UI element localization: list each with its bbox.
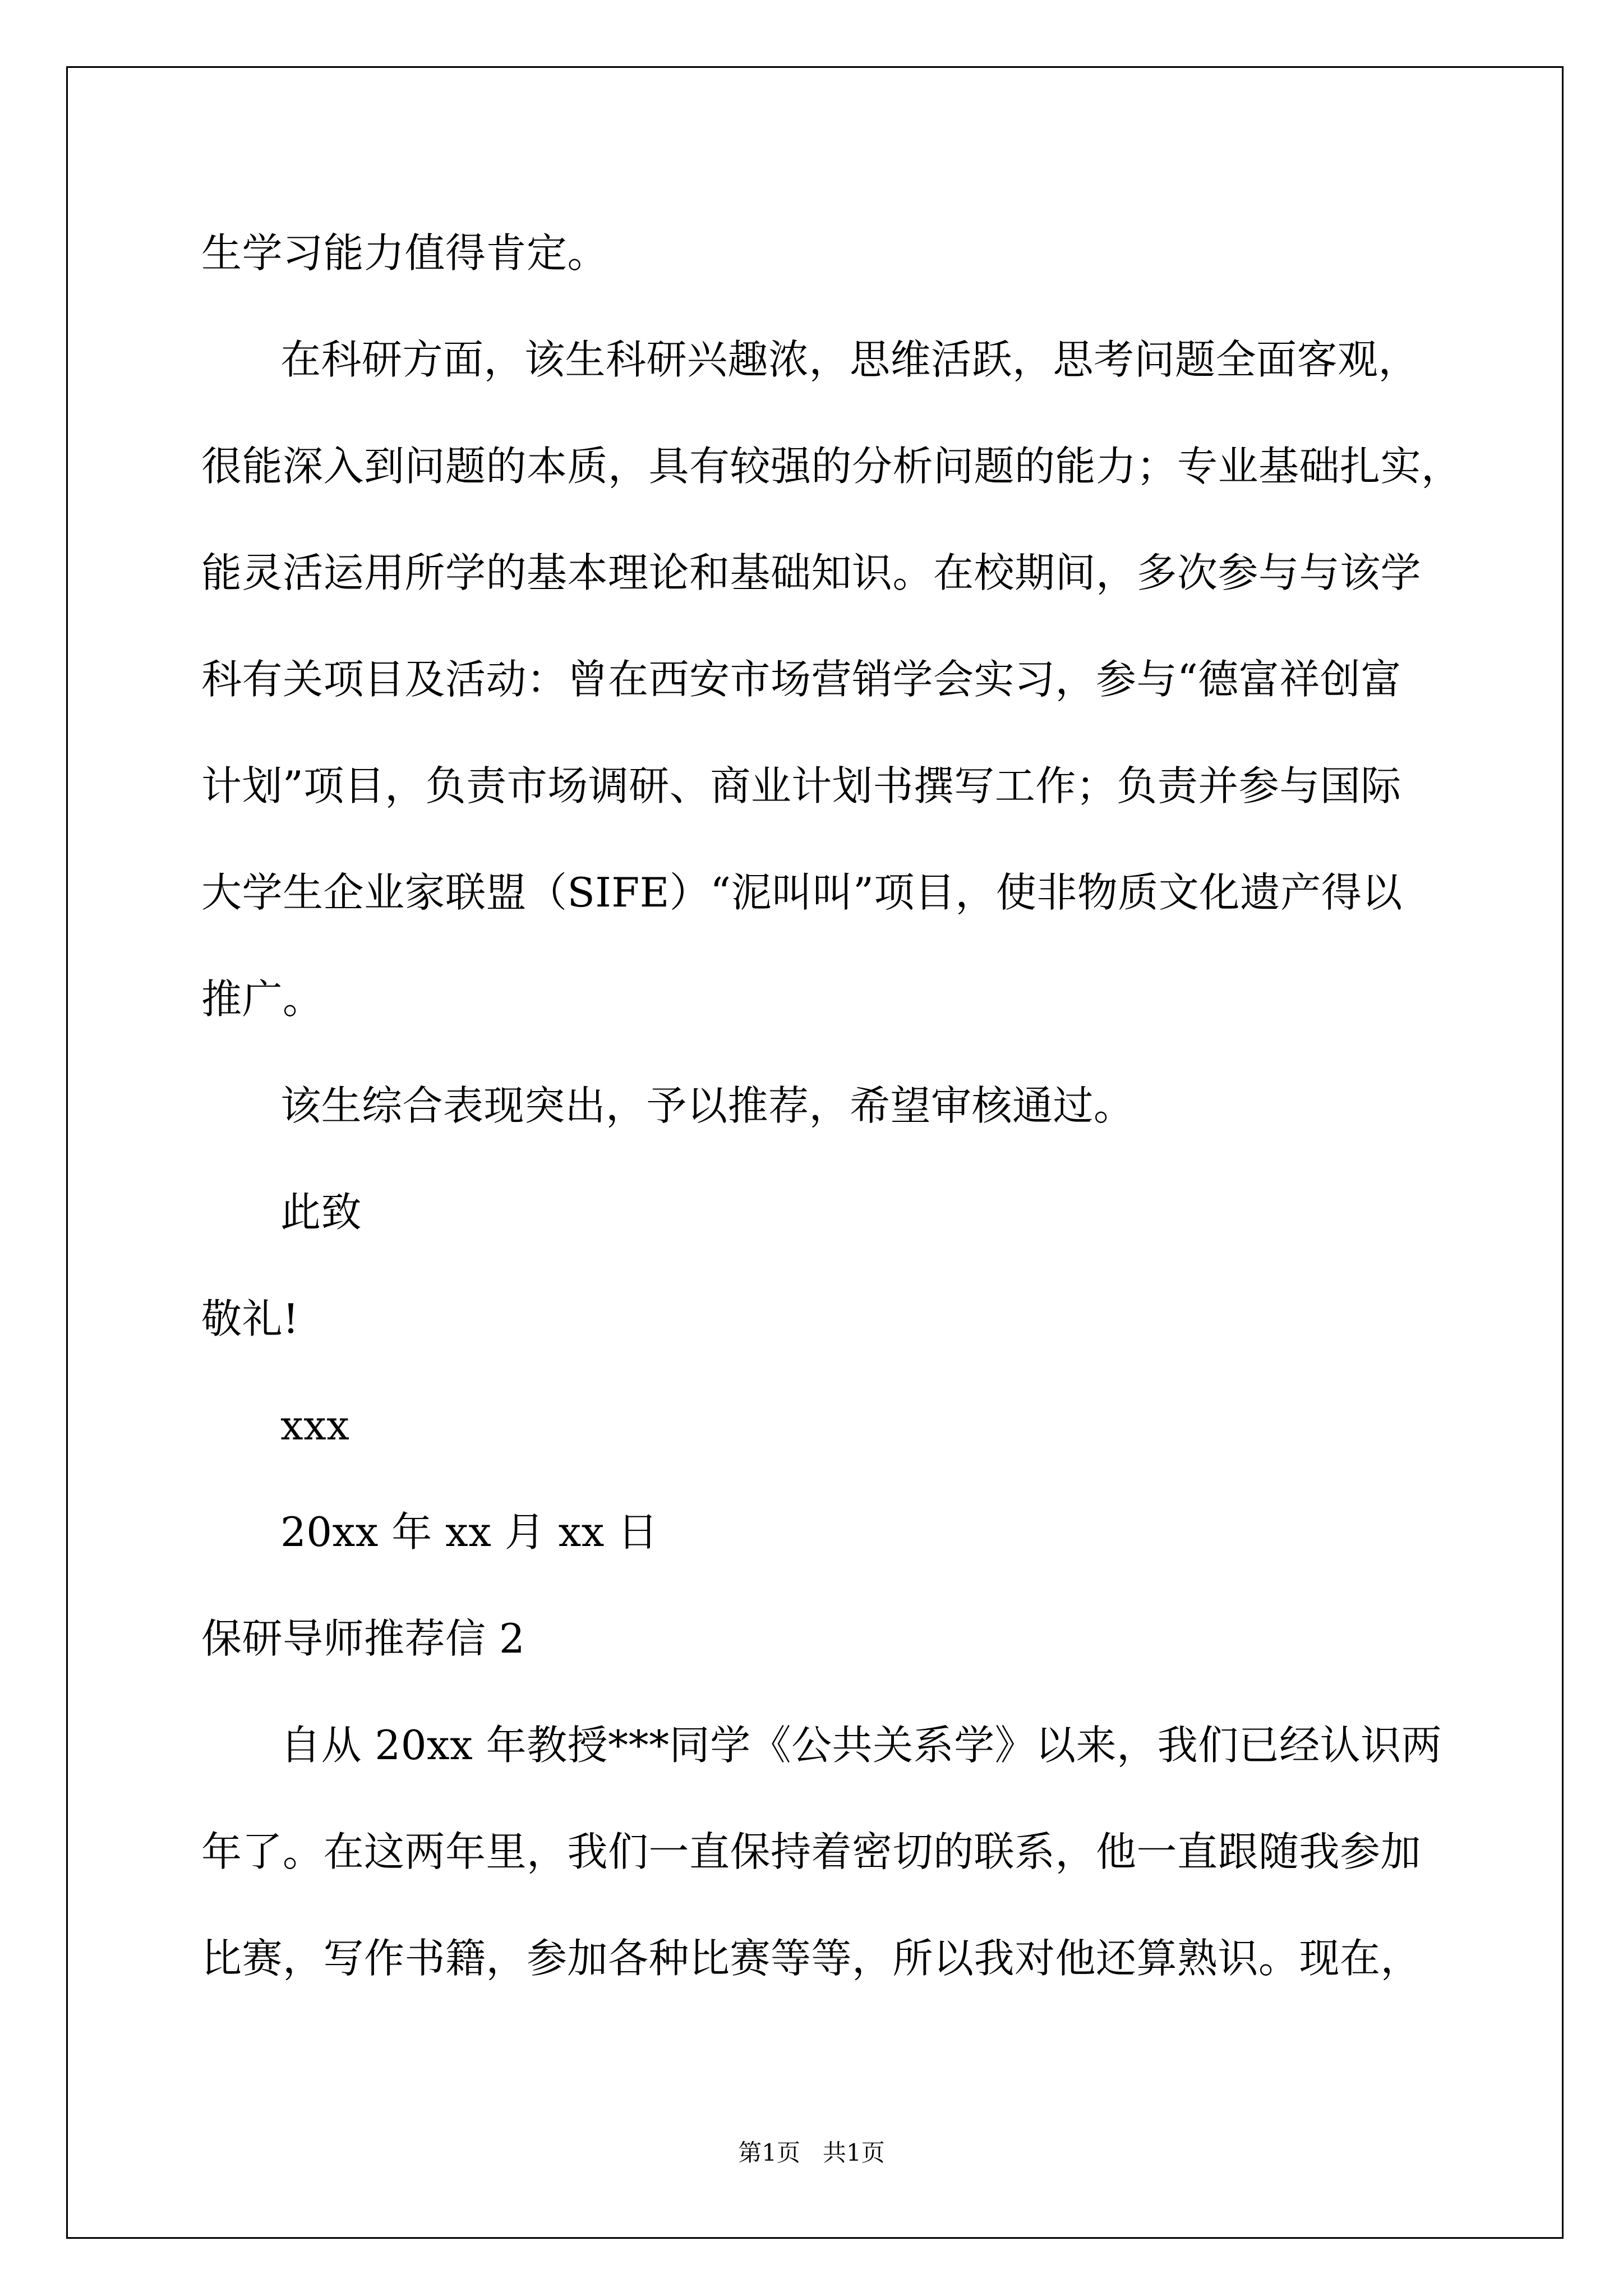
paragraph-line: 能灵活运用所学的基本理论和基础知识。在校期间，多次参与与该学 xyxy=(201,549,1422,596)
paragraph-line: 在科研方面，该生科研兴趣浓，思维活跃，思考问题全面客观， xyxy=(280,336,1419,383)
paragraph-line: 自从 20xx 年教授***同学《公共关系学》以来，我们已经认识两 xyxy=(280,1722,1442,1769)
signature: xxx xyxy=(280,1402,350,1449)
paragraph-line: 大学生企业家联盟（SIFE）“泥叫叫”项目，使非物质文化遗产得以 xyxy=(201,869,1403,916)
paragraph-line: 推广。 xyxy=(201,976,324,1023)
closing-line: 此致 xyxy=(280,1189,362,1236)
letter-date: 20xx 年 xx 月 xx 日 xyxy=(280,1508,658,1556)
closing-regards: 敬礼! xyxy=(201,1295,299,1342)
paragraph-line: 年了。在这两年里，我们一直保持着密切的联系，他一直跟随我参加 xyxy=(201,1828,1422,1875)
paragraph-line: 生学习能力值得肯定。 xyxy=(201,229,608,277)
paragraph-line: 科有关项目及活动：曾在西安市场营销学会实习，参与“德富祥创富 xyxy=(201,656,1401,703)
paragraph-line: 计划”项目，负责市场调研、商业计划书撰写工作；负责并参与国际 xyxy=(201,762,1401,809)
page-footer: 第1页 共1页 xyxy=(738,2139,885,2166)
paragraph-line: 很能深入到问题的本质，具有较强的分析问题的能力；专业基础扎实， xyxy=(201,443,1462,490)
summary-line: 该生综合表现突出，予以推荐，希望审核通过。 xyxy=(280,1082,1135,1129)
section-title: 保研导师推荐信 2 xyxy=(201,1615,525,1662)
paragraph-line: 比赛，写作书籍，参加各种比赛等等，所以我对他还算熟识。现在， xyxy=(201,1935,1422,1982)
document-body xyxy=(201,200,1536,2012)
